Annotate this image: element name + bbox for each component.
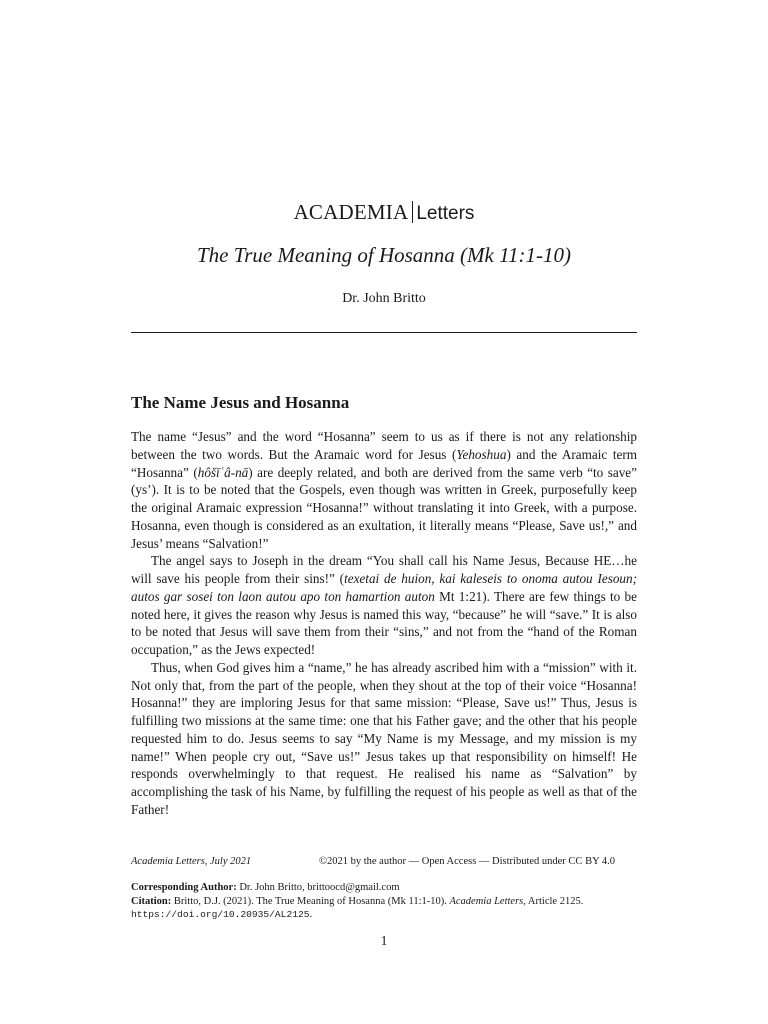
masthead-section: Letters [416,203,475,224]
masthead-brand: ACADEMIA [293,200,409,224]
footer-license: ©2021 by the author — Open Access — Distributed under CC BY 4.0 [319,856,616,867]
masthead [0,199,768,227]
citation: Citation: Britto, D.J. (2021). The True Meaning of Hosanna (Mk 11:1-10). Academia Letters, Article 2125. [131,895,584,907]
section-heading: The Name Jesus and Hosanna [131,393,350,412]
footer-journal: Academia Letters, July 2021 [131,856,252,867]
doi-link[interactable]: https://doi.org/10.20935/AL2125 [131,909,310,920]
doi-line: https://doi.org/10.20935/AL2125. [131,909,313,920]
title-divider [131,332,637,333]
article-meta [131,881,637,922]
article-body [131,428,637,819]
article-title: The True Meaning of Hosanna (Mk 11:1-10) [196,243,572,267]
masthead-separator [412,201,413,223]
paragraph-2: The angel says to Joseph in the dream “You shall call his Name Jesus, Because HE…he will save his people from their sins!” (texetai de huion, kai kaleseis to onoma autou Iesoun; autos gar sosei ton laon autou apo ton hamartion auton Mt 1:21). There are few things to be noted here, it gives the reason why Jesus is named this way, “because” he will “save.” It is also to be noted that Jesus will save them from their “sins,” and not from the “hand of the Roman occupation,” as the Jews expected! [131,553,637,657]
paragraph-3: Thus, when God gives him a “name,” he has already ascribed him with a “mission” with it. Not only that, from the part of the people, when they shout at the top of their voice “Hosanna! Hosanna!” they are imploring Jesus for that same mission: “Please, Save us!” Thus, Jesus is fulfilling two missions at the same time: one that his Father gave; and the other that his people requested him to do. Jesus seems to say “My Name is my Message, and my mission is my name!” When people cry out, “Save us!” Jesus takes up that responsibility on himself! He responds overwhelmingly to that request. He realised his name as “Salvation” by accomplishing the task of his Name, by fulfilling the request of his people as well as that of the Father! [131,659,637,817]
corresponding-author: Corresponding Author: Dr. John Britto, brittoocd@gmail.com [131,882,400,893]
article-author: Dr. John Britto [342,291,426,306]
page-number: 1 [380,933,388,948]
paragraph-1: The name “Jesus” and the word “Hosanna” seem to us as if there is not any relationship between the two words. But the Aramaic word for Jesus (Yehoshua) and the Aramaic term “Hosanna” (hôšīʿâ-nā) are deeply related, and both are derived from the same verb “to save” (ys’). It is to be noted that the Gospels, even though was written in Greek, purposefully keep the original Aramaic expression “Hosanna!” without translating it into Greek, with a purpose. Hosanna, even though is considered as an exultation, it literally means “Please, Save us!,” and Jesus’ means “Salvation!” [131,429,637,551]
